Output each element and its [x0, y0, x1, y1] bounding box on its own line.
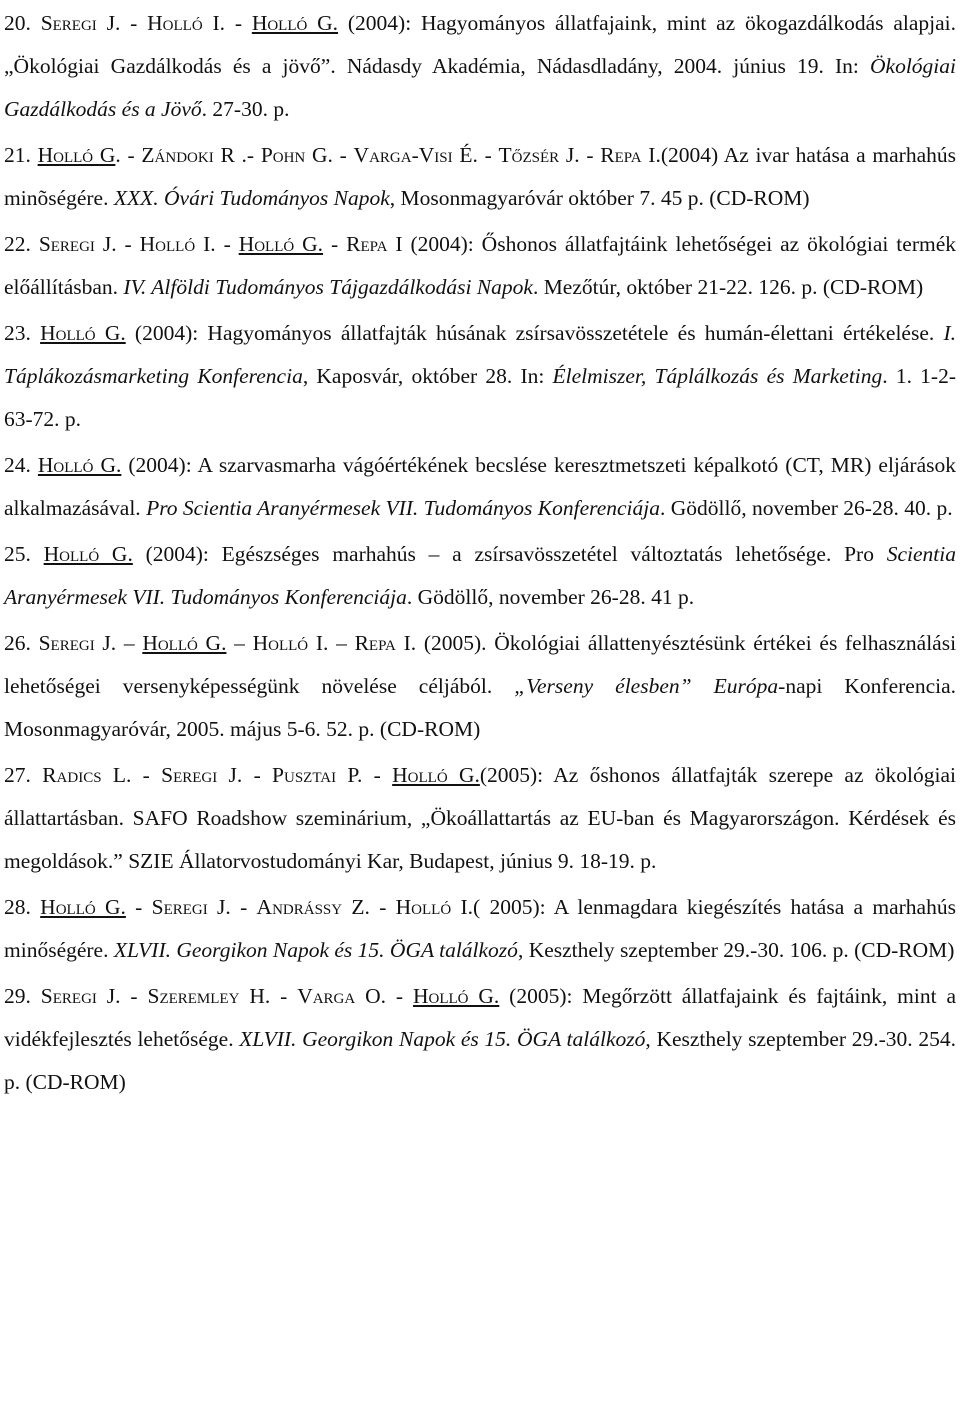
publication-title: Pro Scientia Aranyérmesek VII. Tudományos Konferenciája	[146, 496, 660, 520]
author-name: Repa I.	[354, 631, 417, 655]
reference-text: 20.	[4, 11, 41, 35]
reference-text: -	[230, 895, 257, 919]
reference-text: . Gödöllő, november 26-28. 40. p.	[659, 496, 953, 520]
reference-text: 29.	[4, 984, 41, 1008]
reference-text: -	[369, 895, 396, 919]
publication-title: Élelmiszer, Táplálkozás és Marketing	[552, 364, 883, 388]
publication-title: XXX. Óvári Tudományos Napok	[113, 186, 390, 210]
highlighted-author: Holló G	[37, 143, 116, 167]
reference-item	[4, 754, 956, 883]
highlighted-author: Holló G.	[238, 232, 324, 256]
author-name: Seregi J.	[151, 895, 231, 919]
reference-text: 27.	[4, 763, 43, 787]
reference-text: 21.	[4, 143, 38, 167]
reference-text: (2004) Az ivar hatása a marhahús minõségére.	[4, 143, 956, 210]
reference-text: ( 2005): A lenmagdara kiegészítés hatása a marhahús minőségére.	[4, 895, 956, 962]
reference-text: (2004): Hagyományos állatfajták húsának zsírsavösszetétele és humán-élettani értékelése.	[125, 321, 944, 345]
reference-text: –	[116, 631, 143, 655]
reference-text: 23.	[4, 321, 41, 345]
author-name: Repa I.	[600, 143, 661, 167]
reference-item	[4, 223, 956, 309]
author-name: Szeremley H.	[147, 984, 271, 1008]
reference-text: (2005): Megőrzött állatfajaink és fajtáink, mint a vidékfejlesztés lehetősége.	[4, 984, 956, 1051]
author-name: Varga-Visi É	[353, 143, 473, 167]
reference-text: -	[323, 232, 347, 256]
reference-text: -	[225, 11, 252, 35]
reference-text: 28.	[4, 895, 41, 919]
author-name: Holló I.	[395, 895, 474, 919]
author-name: Zándoki R	[141, 143, 235, 167]
highlighted-author: Holló G.	[40, 321, 126, 345]
reference-text: –	[226, 631, 253, 655]
highlighted-author: Holló G.	[43, 542, 133, 566]
publication-title: I. Táplákozásmarketing Konferencia	[4, 321, 957, 388]
highlighted-author: Holló G.	[251, 11, 339, 35]
reference-text: -	[116, 232, 140, 256]
reference-text: -	[125, 895, 152, 919]
reference-text: . -	[472, 143, 499, 167]
reference-item	[4, 2, 956, 131]
reference-text: . Gödöllő, november 26-28. 41 p.	[406, 585, 695, 609]
publication-title: IV. Alföldi Tudományos Tájgazdálkodási Napok	[123, 275, 533, 299]
author-name: Seregi J.	[40, 984, 121, 1008]
publication-title: XLVII. Georgikon Napok és 15. ÖGA találkozó	[239, 1027, 646, 1051]
reference-text: -napi Konferencia. Mosonmagyaróvár, 2005. május 5-6. 52. p. (CD-ROM)	[4, 674, 957, 741]
reference-text: , Keszthely szeptember 29.-30. 254. p. (CD-ROM)	[4, 1027, 956, 1094]
reference-text: (2005). Ökológiai állattenyésztésünk értékei és felhasználási lehetőségei versenyképességünk növelése céljából.	[4, 631, 957, 698]
author-name: Repa I	[346, 232, 403, 256]
reference-text: -	[215, 232, 239, 256]
reference-text: (2004): Egészséges marhahús – a zsírsavösszetétel változtatás lehetősége. Pro	[132, 542, 887, 566]
publication-title: „Verseny élesben” Európa	[514, 674, 779, 698]
reference-item	[4, 886, 956, 972]
reference-item	[4, 444, 956, 530]
reference-text: -	[242, 763, 273, 787]
reference-text: -	[270, 984, 298, 1008]
reference-text: . -	[574, 143, 601, 167]
highlighted-author: Holló G.	[40, 895, 126, 919]
reference-text: . 27-30. p.	[201, 97, 290, 121]
author-name: Holló I.	[139, 232, 216, 256]
author-name: Pohn G	[260, 143, 328, 167]
publication-title: Ökológiai Gazdálkodás és a Jövő	[4, 54, 956, 121]
author-name: Holló I.	[147, 11, 226, 35]
reference-item	[4, 533, 956, 619]
reference-item	[4, 134, 956, 220]
reference-text: -	[120, 984, 148, 1008]
reference-text: . -	[115, 143, 142, 167]
reference-text: .-	[234, 143, 261, 167]
reference-text: –	[328, 631, 355, 655]
reference-text: -	[362, 763, 393, 787]
reference-text: -	[131, 763, 162, 787]
reference-text: (2005): Az őshonos állatfajták szerepe az ökológiai állattartásban. SAFO Roadshow szeminárium, „Ökoállattartás az EU-ban és Magyarországon. Kérdések és megoldások.” SZIE Állatorvostudományi Kar, Budapest, június 9. 18-19. p.	[4, 763, 956, 873]
reference-text: , Keszthely szeptember 29.-30. 106. p. (CD-ROM)	[517, 938, 955, 962]
reference-text: . Mezőtúr, október 21-22. 126. p. (CD-ROM)	[532, 275, 924, 299]
publication-title: Scientia Aranyérmesek VII. Tudományos Konferenciája	[4, 542, 956, 609]
author-name: Varga O.	[297, 984, 387, 1008]
author-name: Seregi J.	[38, 232, 117, 256]
reference-text: (2004): Őshonos állatfajtáink lehetőségei az ökológiai termék előállításban.	[4, 232, 956, 299]
reference-item	[4, 312, 956, 441]
reference-text: 22.	[4, 232, 39, 256]
highlighted-author: Holló G.	[142, 631, 227, 655]
reference-text: 25.	[4, 542, 44, 566]
author-name: Pusztai P.	[272, 763, 363, 787]
reference-text: 24.	[4, 453, 38, 477]
author-name: Holló I.	[252, 631, 329, 655]
reference-text: , Mosonmagyaróvár október 7. 45 p. (CD-ROM)	[389, 186, 810, 210]
reference-text: 26.	[4, 631, 39, 655]
highlighted-author: Holló G.	[392, 763, 480, 787]
highlighted-author: Holló G.	[37, 453, 122, 477]
highlighted-author: Holló G.	[412, 984, 500, 1008]
author-name: Seregi J.	[161, 763, 243, 787]
reference-text: -	[120, 11, 148, 35]
reference-text: (2004): A szarvasmarha vágóértékének becslése keresztmetszeti képalkotó (CT, MR) eljárások alkalmazásával.	[4, 453, 957, 520]
reference-text: . -	[327, 143, 354, 167]
reference-text: -	[386, 984, 413, 1008]
author-name: Seregi J.	[38, 631, 117, 655]
author-name: Seregi J.	[40, 11, 121, 35]
reference-text: . 1. 1-2- 63-72. p.	[4, 364, 956, 431]
reference-item	[4, 622, 956, 751]
publication-title: XLVII. Georgikon Napok és 15. ÖGA találkozó	[113, 938, 518, 962]
author-name: Radics L.	[42, 763, 132, 787]
author-name: Andrássy Z.	[256, 895, 370, 919]
author-name: Tőzsér J	[498, 143, 575, 167]
reference-text: (2004): Hagyományos állatfajaink, mint az ökogazdálkodás alapjai. „Ökológiai Gazdálkodás és a jövő”. Nádasdy Akadémia, Nádasdladány, 2004. június 19. In:	[4, 11, 957, 78]
reference-item	[4, 975, 956, 1104]
reference-text: , Kaposvár, október 28. In:	[302, 364, 553, 388]
